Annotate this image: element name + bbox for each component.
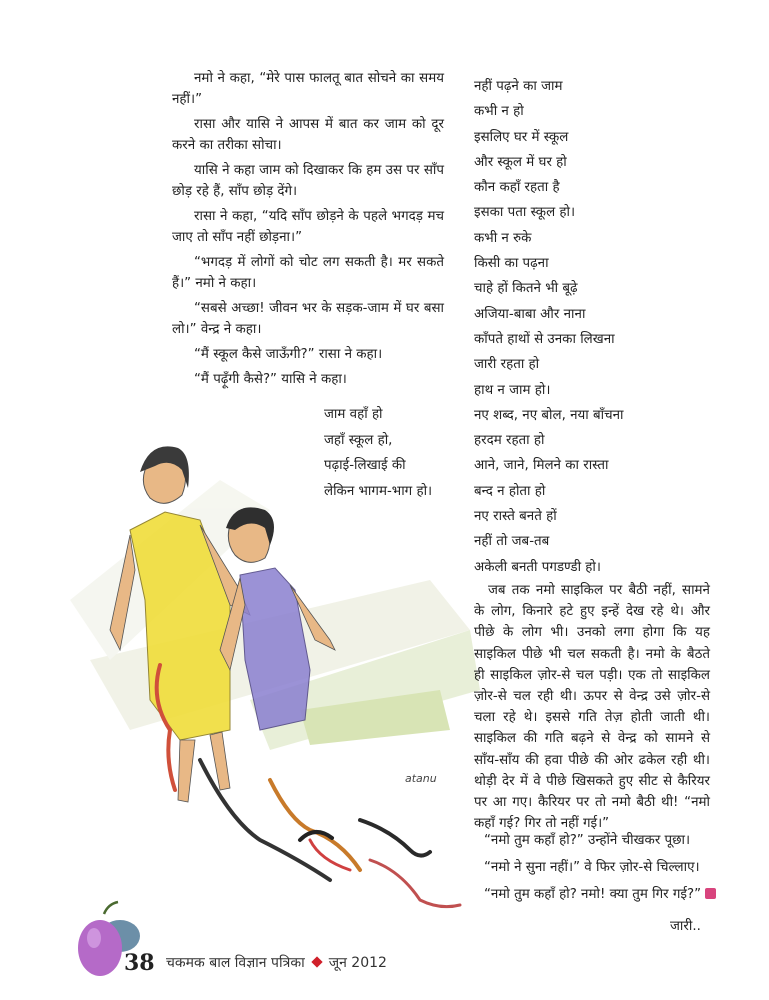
magazine-footer <box>166 953 387 972</box>
story-right-column <box>474 580 710 834</box>
poem-line: आने, जाने, मिलने का रास्ता <box>474 458 609 474</box>
poem-right-stanza <box>474 74 674 580</box>
dialog-line: “नमो तुम कहाँ हो?” उन्होंने चीखकर पूछा। <box>484 833 691 848</box>
poem-line: इसलिए घर में स्कूल <box>474 129 569 145</box>
poem-line: चाहे हों कितने भी बूढ़े <box>474 281 578 297</box>
magazine-title: चकमक बाल विज्ञान पत्रिका <box>166 955 305 971</box>
end-of-story-icon <box>705 888 716 899</box>
poem-line: इसका पता स्कूल हो। <box>474 205 576 221</box>
dialog-line-last <box>474 884 724 905</box>
paragraph: नमो ने कहा, “मेरे पास फालतू बात सोचने का समय नहीं।” <box>172 71 444 107</box>
poem-line: कभी न हो <box>474 104 524 120</box>
plum-fruit-icon <box>74 900 394 990</box>
poem-line: बन्द न होता हो <box>474 483 546 499</box>
poem-line: नए रास्ते बनते हों <box>474 509 557 525</box>
poem-line: कौन कहाँ रहता है <box>474 180 560 196</box>
poem-line: जारी रहता हो <box>474 357 540 373</box>
poem-line: और स्कूल में घर हो <box>474 154 567 170</box>
paragraph: रासा ने कहा, “यदि साँप छोड़ने के पहले भगदड़ मच जाए तो साँप नहीं छोड़ना।” <box>172 209 444 245</box>
paragraph: “मैं स्कूल कैसे जाऊँगी?” रासा ने कहा। <box>194 347 383 362</box>
paragraph: “मैं पढ़ूँगी कैसे?” यासि ने कहा। <box>194 372 347 387</box>
poem-line: नए शब्द, नए बोल, नया बाँचना <box>474 407 624 423</box>
page-number: 38 <box>124 950 155 976</box>
paragraph: “भगदड़ में लोगों को चोट लग सकती है। मर सकते हैं।” नमो ने कहा। <box>172 255 444 291</box>
poem-line: किसी का पढ़ना <box>474 256 549 272</box>
poem-line: लेकिन भागम-भाग हो। <box>324 483 433 499</box>
poem-line: अकेली बनती पगडण्डी हो। <box>474 559 601 575</box>
poem-line: जाम वहाँ हो <box>324 407 383 422</box>
poem-line: हाथ न जाम हो। <box>474 382 551 398</box>
poem-line: जहाँ स्कूल हो, <box>324 432 393 448</box>
poem-line: हरदम रहता हो <box>474 433 545 449</box>
poem-line: काँपते हाथों से उनका लिखना <box>474 331 615 347</box>
poem-line: पढ़ाई-लिखाई की <box>324 458 406 473</box>
paragraph: यासि ने कहा जाम को दिखाकर कि हम उस पर साँप छोड़ रहे हैं, साँप छोड़ देंगे। <box>172 163 444 199</box>
story-left-column <box>172 68 444 394</box>
paragraph: “सबसे अच्छा! जीवन भर के सड़क-जाम में घर बसा लो।” वेन्द्र ने कहा। <box>172 301 444 337</box>
narration-paragraph: जब तक नमो साइकिल पर बैठी नहीं, सामने के लोग, किनारे हटे हुए इन्हें देख रहे थे। और पीछे के लोग भी। उनको लगा होगा कि यह साइकिल पीछे भी चल सकती है। नमो के बैठते ही साइकिल ज़ोर-से चल पड़ी। एक तो साइकिल ज़ोर-से चल रही थी। ऊपर से वेन्द्र उसे ज़ोर-से चला रहे थे। इससे गति तेज़ होती जाती थी। साइकिल की गति बढ़ने से वेन्द्र को सामने से साँय-साँय की हवा पीछे की ओर ढकेल रही थी। थोड़ी देर में वे पीछे खिसकते हुए सीट से कैरियर पर आ गए। कैरियर पर तो नमो बैठी थी! “नमो कहाँ गई? गिर तो नहीं गई।” <box>474 583 710 832</box>
diamond-icon <box>311 956 322 967</box>
poem-line: कभी न रुके <box>474 230 532 246</box>
dialog-line: “नमो ने सुना नहीं।” वे फिर ज़ोर-से चिल्लाए। <box>484 860 700 875</box>
dialog-text: “नमो तुम कहाँ हो? नमो! क्या तुम गिर गई?” <box>484 887 702 902</box>
poem-line: नहीं पढ़ने का जाम <box>474 79 563 94</box>
continued-label: जारी.. <box>670 919 701 934</box>
paragraph: रासा और यासि ने आपस में बात कर जाम को दूर करने का तरीका सोचा। <box>172 117 444 153</box>
poem-left-stanza <box>324 402 464 504</box>
artist-signature: atanu <box>405 772 437 785</box>
poem-line: नहीं तो जब-तब <box>474 534 550 550</box>
issue-date: जून 2012 <box>328 955 387 971</box>
poem-line: अजिया-बाबा और नाना <box>474 306 586 322</box>
